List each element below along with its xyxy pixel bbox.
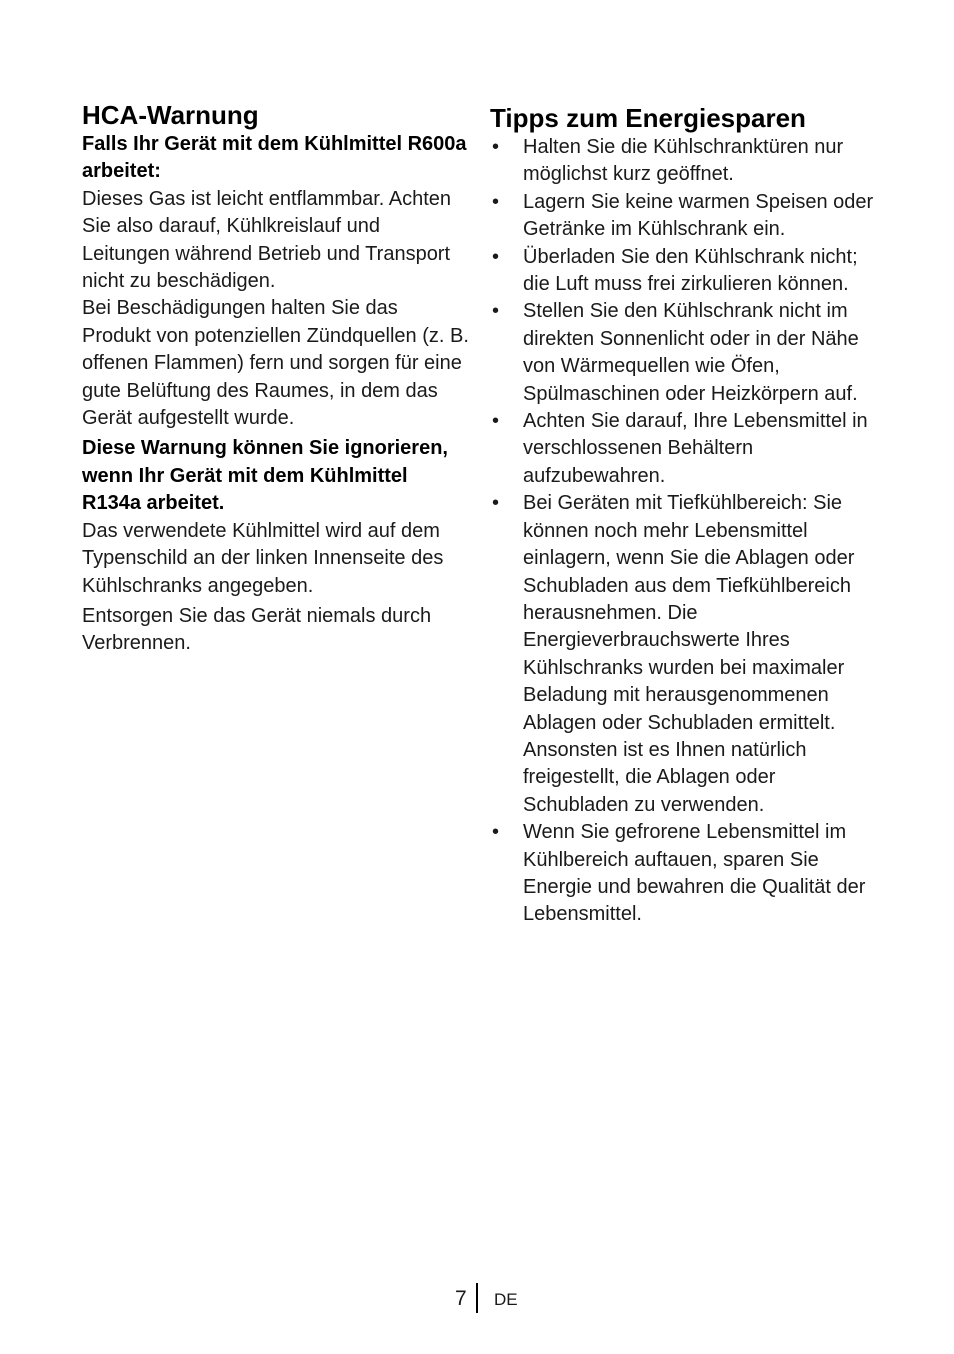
tip-text: Wenn Sie gefrorene Lebensmittel im Kühlbereich auftauen, sparen Sie Energie und bewahren die Qualität der Lebensmittel.: [523, 821, 866, 926]
footer-divider: [476, 1283, 478, 1313]
list-item: [490, 189, 882, 244]
list-item: [490, 819, 882, 929]
energy-saving-section: [490, 102, 882, 929]
tip-text: Halten Sie die Kühlschranktüren nur möglichst kurz geöffnet.: [523, 136, 844, 186]
tip-text: Stellen Sie den Kühlschrank nicht im direkten Sonnenlicht oder in der Nähe von Wärmequellen wie Öfen, Spülmaschinen oder Heizkörpern auf.: [523, 300, 859, 405]
type-plate-paragraph: Das verwendete Kühlmittel wird auf dem Typenschild an der linken Innenseite des Kühlschranks angegeben.: [82, 519, 444, 597]
energy-tips-list: [490, 134, 882, 929]
hca-warning-heading: HCA-Warnung: [82, 100, 259, 130]
refrigerant-r600a-subheading: Falls Ihr Gerät mit dem Kühlmittel R600a arbeitet:: [82, 133, 467, 183]
bullet-icon: •: [492, 492, 500, 515]
page-number: 7: [455, 1287, 467, 1310]
tip-text: Lagern Sie keine warmen Speisen oder Getränke im Kühlschrank ein.: [523, 190, 874, 241]
r134a-warning-note: Diese Warnung können Sie ignorieren, wenn Ihr Gerät mit dem Kühlmittel R134a arbeitet.: [82, 437, 448, 515]
bullet-icon: •: [492, 821, 500, 844]
tip-text: Bei Geräten mit Tiefkühlbereich: Sie können noch mehr Lebensmittel einlagern, wenn Sie die Ablagen oder Schubladen aus dem Tiefkühlbereich herausnehmen. Die Energieverbrauchswerte Ihres Kühlschranks wurden bei maximaler Beladung mit herausgenommenen Ablagen oder Schubladen ermittelt. Ansonsten ist es Ihnen natürlich freigestellt, die Ablagen oder Schubladen zu verwenden.: [523, 492, 855, 816]
bullet-icon: •: [492, 190, 500, 213]
list-item: [490, 244, 882, 299]
bullet-icon: •: [492, 300, 500, 323]
bullet-icon: •: [492, 410, 500, 433]
bullet-icon: •: [492, 245, 500, 268]
bullet-icon: •: [492, 136, 500, 158]
tip-text: Achten Sie darauf, Ihre Lebensmittel in verschlossenen Behältern aufzubewahren.: [523, 410, 868, 487]
energy-saving-heading: Tipps zum Energiesparen: [490, 103, 806, 133]
tip-text: Überladen Sie den Kühlschrank nicht; die Luft muss frei zirkulieren können.: [523, 245, 858, 296]
disposal-paragraph: Entsorgen Sie das Gerät niemals durch Verbrennen.: [82, 604, 432, 655]
list-item: [490, 408, 882, 490]
list-item: [490, 490, 882, 819]
hca-warning-section: [82, 99, 470, 658]
flammable-gas-paragraph: Dieses Gas ist leicht entflammbar. Achten Sie also darauf, Kühlkreislauf und Leitungen während Betrieb und Transport nicht zu beschädigen.: [82, 187, 452, 293]
list-item: [490, 134, 882, 189]
language-code: DE: [494, 1290, 518, 1309]
page-footer: [0, 1283, 954, 1315]
damage-handling-paragraph: Bei Beschädigungen halten Sie das Produkt von potenziellen Zündquellen (z. B. offenen Flammen) fern und sorgen für eine gute Belüftung des Raumes, in dem das Gerät aufgestellt wurde.: [82, 297, 469, 430]
list-item: [490, 298, 882, 408]
